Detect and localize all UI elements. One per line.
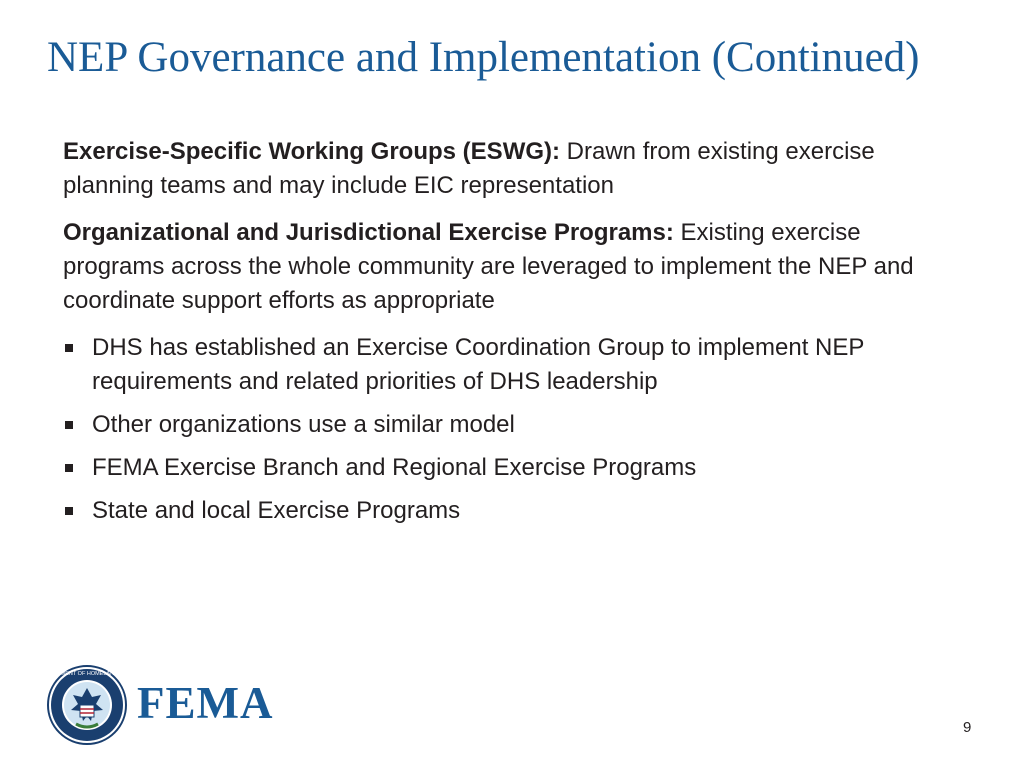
square-bullet-icon [65,464,73,472]
square-bullet-icon [65,421,73,429]
square-bullet-icon [65,344,73,352]
bullet-text: FEMA Exercise Branch and Regional Exercise Programs [92,454,697,481]
paragraph-exercise-programs-text: Existing exercise programs across the whole community are leveraged to implement the NEP and coordinate support efforts as appropriate [63,219,914,314]
paragraph-exercise-programs-lead: Organizational and Jurisdictional Exercise Programs: [63,219,674,246]
bullet-text: Other organizations use a similar model [92,411,515,438]
bullet-item [63,451,963,485]
bullet-item [63,331,963,399]
paragraph-eswg-text: Drawn from existing exercise planning teams and may include EIC representation [63,138,875,199]
slide-title: NEP Governance and Implementation (Continued) [47,34,920,81]
paragraph-exercise-programs [63,216,963,318]
page-number: 9 [963,719,972,736]
bullet-item [63,494,963,528]
bullet-text: State and local Exercise Programs [92,497,461,524]
bullet-item [63,408,963,442]
fema-logo [26,664,276,746]
paragraph-eswg-lead: Exercise-Specific Working Groups (ESWG): [63,138,567,165]
seal-lettering: U.S. DEPARTMENT OF HOMELAND SECURITY [26,671,148,677]
bullet-list [63,331,963,528]
slide-content [63,135,963,537]
paragraph-eswg [63,135,963,203]
bullet-text: DHS has established an Exercise Coordination Group to implement NEP requirements and related priorities of DHS leadership [92,334,864,395]
square-bullet-icon [65,507,73,515]
fema-wordmark: FEMA [137,678,274,728]
dhs-seal-icon [26,664,148,746]
